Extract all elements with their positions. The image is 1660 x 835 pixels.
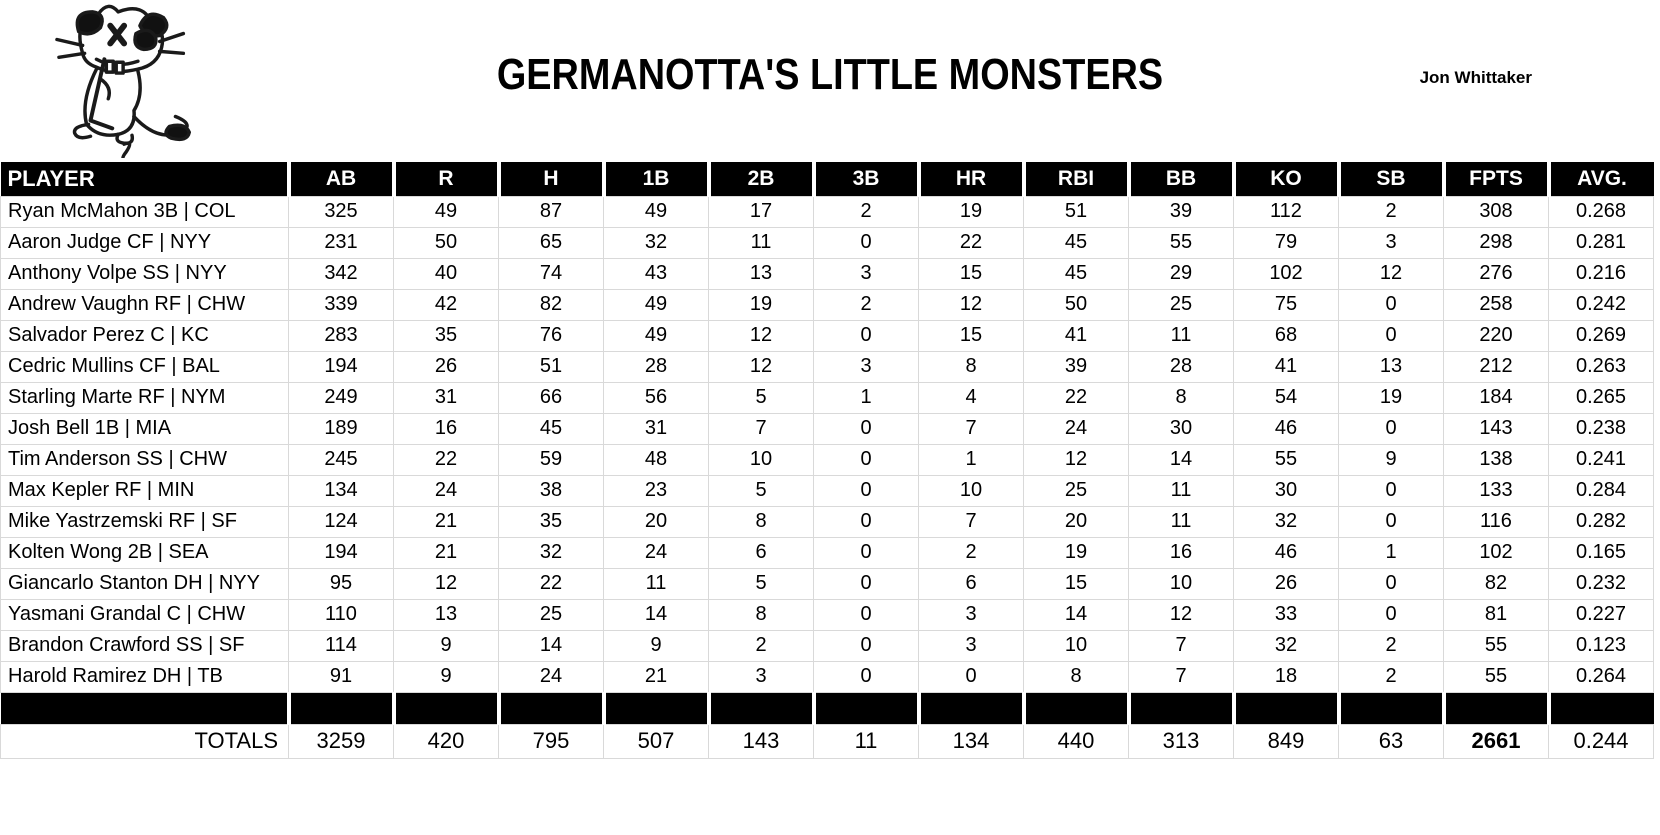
stat-cell: 2 — [1339, 196, 1444, 227]
stat-cell: 308 — [1444, 196, 1549, 227]
player-row — [1, 413, 1654, 444]
stat-cell: 55 — [1129, 227, 1234, 258]
player-row — [1, 568, 1654, 599]
player-name-cell: Tim Anderson SS | CHW — [1, 444, 289, 475]
stat-cell: 9 — [394, 661, 499, 692]
stat-cell: 0.238 — [1549, 413, 1654, 444]
stat-cell: 5 — [709, 475, 814, 506]
stat-cell: 24 — [604, 537, 709, 568]
stat-cell: 56 — [604, 382, 709, 413]
total-3b: 11 — [814, 724, 919, 758]
stat-cell: 13 — [394, 599, 499, 630]
col-header-sb: SB — [1339, 162, 1444, 196]
stat-cell: 5 — [709, 568, 814, 599]
total-ab: 3259 — [289, 724, 394, 758]
stats-header — [1, 162, 1654, 196]
stat-cell: 25 — [1024, 475, 1129, 506]
stat-cell: 283 — [289, 320, 394, 351]
player-name-cell: Yasmani Grandal C | CHW — [1, 599, 289, 630]
stat-cell: 76 — [499, 320, 604, 351]
stat-cell: 11 — [1129, 475, 1234, 506]
stat-cell: 22 — [394, 444, 499, 475]
stat-cell: 0 — [814, 661, 919, 692]
player-name-cell: Kolten Wong 2B | SEA — [1, 537, 289, 568]
stat-cell: 249 — [289, 382, 394, 413]
player-row — [1, 227, 1654, 258]
stat-cell: 194 — [289, 537, 394, 568]
total-2b: 143 — [709, 724, 814, 758]
stat-cell: 6 — [919, 568, 1024, 599]
stat-cell: 12 — [1339, 258, 1444, 289]
separator-cell — [499, 692, 604, 724]
total-1b: 507 — [604, 724, 709, 758]
separator-cell — [709, 692, 814, 724]
stat-cell: 6 — [709, 537, 814, 568]
separator-cell — [1444, 692, 1549, 724]
stat-cell: 9 — [1339, 444, 1444, 475]
stat-cell: 12 — [1129, 599, 1234, 630]
stat-cell: 79 — [1234, 227, 1339, 258]
stat-cell: 10 — [1129, 568, 1234, 599]
stat-cell: 46 — [1234, 413, 1339, 444]
stats-tbody — [1, 196, 1654, 692]
stat-cell: 9 — [604, 630, 709, 661]
stat-cell: 12 — [394, 568, 499, 599]
col-header-r: R — [394, 162, 499, 196]
stat-cell: 143 — [1444, 413, 1549, 444]
separator-cell — [814, 692, 919, 724]
stat-cell: 19 — [1339, 382, 1444, 413]
stat-cell: 0 — [814, 506, 919, 537]
stat-cell: 17 — [709, 196, 814, 227]
stat-cell: 14 — [604, 599, 709, 630]
stat-cell: 0.284 — [1549, 475, 1654, 506]
player-row — [1, 599, 1654, 630]
stat-cell: 13 — [1339, 351, 1444, 382]
total-h: 795 — [499, 724, 604, 758]
stat-cell: 2 — [814, 289, 919, 320]
stat-cell: 21 — [394, 506, 499, 537]
stat-cell: 32 — [499, 537, 604, 568]
stat-cell: 74 — [499, 258, 604, 289]
stat-cell: 0.269 — [1549, 320, 1654, 351]
stat-cell: 22 — [1024, 382, 1129, 413]
stat-cell: 231 — [289, 227, 394, 258]
stat-cell: 46 — [1234, 537, 1339, 568]
stat-cell: 32 — [1234, 630, 1339, 661]
stat-cell: 0 — [814, 413, 919, 444]
player-row — [1, 351, 1654, 382]
stat-cell: 54 — [1234, 382, 1339, 413]
col-header-2b: 2B — [709, 162, 814, 196]
stat-cell: 23 — [604, 475, 709, 506]
player-row — [1, 661, 1654, 692]
stat-cell: 50 — [1024, 289, 1129, 320]
stats-footer — [1, 692, 1654, 758]
stat-cell: 0.264 — [1549, 661, 1654, 692]
separator-row — [1, 692, 1654, 724]
player-name-cell: Starling Marte RF | NYM — [1, 382, 289, 413]
stat-cell: 14 — [499, 630, 604, 661]
stat-cell: 2 — [709, 630, 814, 661]
stat-cell: 0 — [814, 599, 919, 630]
stat-cell: 133 — [1444, 475, 1549, 506]
total-hr: 134 — [919, 724, 1024, 758]
stat-cell: 0 — [1339, 599, 1444, 630]
stat-cell: 15 — [1024, 568, 1129, 599]
separator-cell — [1549, 692, 1654, 724]
player-name-cell: Anthony Volpe SS | NYY — [1, 258, 289, 289]
totals-label: TOTALS — [1, 724, 289, 758]
stat-cell: 0.263 — [1549, 351, 1654, 382]
separator-cell — [1, 692, 289, 724]
stat-cell: 55 — [1444, 630, 1549, 661]
stat-cell: 342 — [289, 258, 394, 289]
stat-cell: 0 — [814, 320, 919, 351]
stat-cell: 11 — [604, 568, 709, 599]
stat-cell: 24 — [499, 661, 604, 692]
stat-cell: 14 — [1129, 444, 1234, 475]
stat-cell: 0.232 — [1549, 568, 1654, 599]
stat-cell: 10 — [919, 475, 1024, 506]
stat-cell: 20 — [1024, 506, 1129, 537]
player-name-cell: Brandon Crawford SS | SF — [1, 630, 289, 661]
stat-cell: 7 — [1129, 661, 1234, 692]
stat-cell: 11 — [709, 227, 814, 258]
stat-cell: 39 — [1129, 196, 1234, 227]
player-name-cell: Max Kepler RF | MIN — [1, 475, 289, 506]
stat-cell: 39 — [1024, 351, 1129, 382]
player-row — [1, 630, 1654, 661]
stat-cell: 102 — [1444, 537, 1549, 568]
stat-cell: 10 — [1024, 630, 1129, 661]
stat-cell: 51 — [499, 351, 604, 382]
stat-cell: 13 — [709, 258, 814, 289]
stat-cell: 43 — [604, 258, 709, 289]
stat-cell: 87 — [499, 196, 604, 227]
player-row — [1, 475, 1654, 506]
stat-cell: 0 — [814, 568, 919, 599]
player-row — [1, 444, 1654, 475]
stat-cell: 124 — [289, 506, 394, 537]
stat-cell: 50 — [394, 227, 499, 258]
stat-cell: 11 — [1129, 506, 1234, 537]
stat-cell: 19 — [709, 289, 814, 320]
stat-cell: 81 — [1444, 599, 1549, 630]
stat-cell: 12 — [1024, 444, 1129, 475]
stat-cell: 0.165 — [1549, 537, 1654, 568]
stat-cell: 25 — [1129, 289, 1234, 320]
stat-cell: 19 — [919, 196, 1024, 227]
player-row — [1, 196, 1654, 227]
stat-cell: 21 — [394, 537, 499, 568]
stat-cell: 0.265 — [1549, 382, 1654, 413]
stat-cell: 3 — [1339, 227, 1444, 258]
stat-cell: 189 — [289, 413, 394, 444]
stat-cell: 24 — [1024, 413, 1129, 444]
stat-cell: 0.216 — [1549, 258, 1654, 289]
stat-cell: 49 — [604, 320, 709, 351]
total-rbi: 440 — [1024, 724, 1129, 758]
stat-cell: 3 — [919, 630, 1024, 661]
stat-cell: 55 — [1444, 661, 1549, 692]
stat-cell: 40 — [394, 258, 499, 289]
stat-cell: 7 — [919, 413, 1024, 444]
stat-cell: 12 — [709, 320, 814, 351]
col-header-h: H — [499, 162, 604, 196]
stat-cell: 18 — [1234, 661, 1339, 692]
stat-cell: 3 — [814, 258, 919, 289]
stat-cell: 31 — [394, 382, 499, 413]
stat-cell: 28 — [1129, 351, 1234, 382]
col-header-3b: 3B — [814, 162, 919, 196]
stat-cell: 112 — [1234, 196, 1339, 227]
separator-cell — [1234, 692, 1339, 724]
col-header-rbi: RBI — [1024, 162, 1129, 196]
stat-cell: 7 — [709, 413, 814, 444]
player-row — [1, 289, 1654, 320]
player-name-cell: Andrew Vaughn RF | CHW — [1, 289, 289, 320]
player-row — [1, 258, 1654, 289]
stat-cell: 0.281 — [1549, 227, 1654, 258]
stat-cell: 22 — [499, 568, 604, 599]
stat-cell: 12 — [709, 351, 814, 382]
player-row — [1, 320, 1654, 351]
stat-cell: 45 — [499, 413, 604, 444]
stat-cell: 8 — [1129, 382, 1234, 413]
stat-cell: 325 — [289, 196, 394, 227]
stat-cell: 298 — [1444, 227, 1549, 258]
total-fpts: 2661 — [1444, 724, 1549, 758]
page-header — [0, 0, 1660, 162]
stat-cell: 45 — [1024, 258, 1129, 289]
stat-cell: 20 — [604, 506, 709, 537]
stat-cell: 16 — [1129, 537, 1234, 568]
stat-cell: 33 — [1234, 599, 1339, 630]
stat-cell: 0.241 — [1549, 444, 1654, 475]
col-header-ab: AB — [289, 162, 394, 196]
stat-cell: 2 — [1339, 630, 1444, 661]
stat-cell: 8 — [709, 506, 814, 537]
stat-cell: 114 — [289, 630, 394, 661]
stat-cell: 102 — [1234, 258, 1339, 289]
stat-cell: 51 — [1024, 196, 1129, 227]
stat-cell: 3 — [814, 351, 919, 382]
player-row — [1, 537, 1654, 568]
stat-cell: 35 — [499, 506, 604, 537]
stat-cell: 0 — [919, 661, 1024, 692]
stat-cell: 9 — [394, 630, 499, 661]
player-name-cell: Harold Ramirez DH | TB — [1, 661, 289, 692]
stat-cell: 1 — [919, 444, 1024, 475]
player-name-cell: Josh Bell 1B | MIA — [1, 413, 289, 444]
stat-cell: 8 — [1024, 661, 1129, 692]
player-name-cell: Ryan McMahon 3B | COL — [1, 196, 289, 227]
player-name-cell: Aaron Judge CF | NYY — [1, 227, 289, 258]
stat-cell: 0 — [814, 475, 919, 506]
stat-cell: 0.282 — [1549, 506, 1654, 537]
stat-cell: 116 — [1444, 506, 1549, 537]
col-header-bb: BB — [1129, 162, 1234, 196]
stat-cell: 12 — [919, 289, 1024, 320]
stat-cell: 0.227 — [1549, 599, 1654, 630]
stat-cell: 0 — [1339, 413, 1444, 444]
stat-cell: 45 — [1024, 227, 1129, 258]
col-header-avg: AVG. — [1549, 162, 1654, 196]
stat-cell: 38 — [499, 475, 604, 506]
stat-cell: 49 — [604, 196, 709, 227]
stat-cell: 19 — [1024, 537, 1129, 568]
stat-cell: 0 — [1339, 475, 1444, 506]
stat-cell: 29 — [1129, 258, 1234, 289]
total-avg: 0.244 — [1549, 724, 1654, 758]
stat-cell: 22 — [919, 227, 1024, 258]
stat-cell: 276 — [1444, 258, 1549, 289]
separator-cell — [1024, 692, 1129, 724]
stat-cell: 0 — [1339, 320, 1444, 351]
stat-cell: 49 — [604, 289, 709, 320]
stat-cell: 30 — [1234, 475, 1339, 506]
stat-cell: 184 — [1444, 382, 1549, 413]
total-bb: 313 — [1129, 724, 1234, 758]
stat-cell: 95 — [289, 568, 394, 599]
stat-cell: 59 — [499, 444, 604, 475]
stat-cell: 42 — [394, 289, 499, 320]
col-header-1b: 1B — [604, 162, 709, 196]
stat-cell: 15 — [919, 320, 1024, 351]
stat-cell: 26 — [394, 351, 499, 382]
stat-cell: 0.242 — [1549, 289, 1654, 320]
stat-cell: 1 — [814, 382, 919, 413]
stat-cell: 8 — [919, 351, 1024, 382]
stat-cell: 66 — [499, 382, 604, 413]
stat-cell: 21 — [604, 661, 709, 692]
col-header-ko: KO — [1234, 162, 1339, 196]
stat-cell: 28 — [604, 351, 709, 382]
stat-cell: 258 — [1444, 289, 1549, 320]
stat-cell: 8 — [709, 599, 814, 630]
stat-cell: 194 — [289, 351, 394, 382]
stat-cell: 339 — [289, 289, 394, 320]
stat-cell: 1 — [1339, 537, 1444, 568]
stat-cell: 32 — [1234, 506, 1339, 537]
stat-cell: 110 — [289, 599, 394, 630]
stat-cell: 0 — [1339, 506, 1444, 537]
total-ko: 849 — [1234, 724, 1339, 758]
stat-cell: 31 — [604, 413, 709, 444]
stat-cell: 91 — [289, 661, 394, 692]
stat-cell: 0 — [814, 227, 919, 258]
stat-cell: 35 — [394, 320, 499, 351]
stat-cell: 134 — [289, 475, 394, 506]
player-name-cell: Giancarlo Stanton DH | NYY — [1, 568, 289, 599]
stat-cell: 2 — [919, 537, 1024, 568]
stats-table — [0, 162, 1654, 759]
stat-cell: 41 — [1024, 320, 1129, 351]
stat-cell: 0 — [814, 444, 919, 475]
stat-cell: 30 — [1129, 413, 1234, 444]
separator-cell — [919, 692, 1024, 724]
separator-cell — [394, 692, 499, 724]
stat-cell: 0 — [1339, 289, 1444, 320]
stat-cell: 32 — [604, 227, 709, 258]
stat-cell: 82 — [1444, 568, 1549, 599]
stat-cell: 138 — [1444, 444, 1549, 475]
stat-cell: 0.268 — [1549, 196, 1654, 227]
total-r: 420 — [394, 724, 499, 758]
stat-cell: 25 — [499, 599, 604, 630]
stat-cell: 26 — [1234, 568, 1339, 599]
stat-cell: 14 — [1024, 599, 1129, 630]
separator-cell — [289, 692, 394, 724]
stat-cell: 7 — [919, 506, 1024, 537]
stat-cell: 3 — [709, 661, 814, 692]
stat-cell: 82 — [499, 289, 604, 320]
total-sb: 63 — [1339, 724, 1444, 758]
stat-cell: 65 — [499, 227, 604, 258]
page-title: GERMANOTTA'S LITTLE MONSTERS — [496, 50, 1164, 99]
player-row — [1, 506, 1654, 537]
stat-cell: 3 — [919, 599, 1024, 630]
separator-cell — [604, 692, 709, 724]
player-row — [1, 382, 1654, 413]
col-header-hr: HR — [919, 162, 1024, 196]
stat-cell: 220 — [1444, 320, 1549, 351]
stat-cell: 55 — [1234, 444, 1339, 475]
stat-cell: 48 — [604, 444, 709, 475]
stat-cell: 2 — [1339, 661, 1444, 692]
stat-cell: 4 — [919, 382, 1024, 413]
stat-cell: 245 — [289, 444, 394, 475]
header-row — [1, 162, 1654, 196]
stat-cell: 2 — [814, 196, 919, 227]
separator-cell — [1129, 692, 1234, 724]
stat-cell: 16 — [394, 413, 499, 444]
player-name-cell: Mike Yastrzemski RF | SF — [1, 506, 289, 537]
stat-cell: 15 — [919, 258, 1024, 289]
stat-cell: 11 — [1129, 320, 1234, 351]
stat-cell: 0 — [814, 537, 919, 568]
stat-cell: 41 — [1234, 351, 1339, 382]
stat-cell: 24 — [394, 475, 499, 506]
col-header-player: PLAYER — [1, 162, 289, 196]
player-name-cell: Cedric Mullins CF | BAL — [1, 351, 289, 382]
stat-cell: 10 — [709, 444, 814, 475]
owner-name: Jon Whittaker — [1419, 68, 1532, 87]
totals-row — [1, 724, 1654, 758]
stat-cell: 5 — [709, 382, 814, 413]
stat-cell: 0 — [814, 630, 919, 661]
stat-cell: 49 — [394, 196, 499, 227]
stat-cell: 75 — [1234, 289, 1339, 320]
stat-cell: 0.123 — [1549, 630, 1654, 661]
separator-cell — [1339, 692, 1444, 724]
stat-cell: 7 — [1129, 630, 1234, 661]
stat-cell: 68 — [1234, 320, 1339, 351]
player-name-cell: Salvador Perez C | KC — [1, 320, 289, 351]
stat-cell: 212 — [1444, 351, 1549, 382]
stat-cell: 0 — [1339, 568, 1444, 599]
col-header-fpts: FPTS — [1444, 162, 1549, 196]
